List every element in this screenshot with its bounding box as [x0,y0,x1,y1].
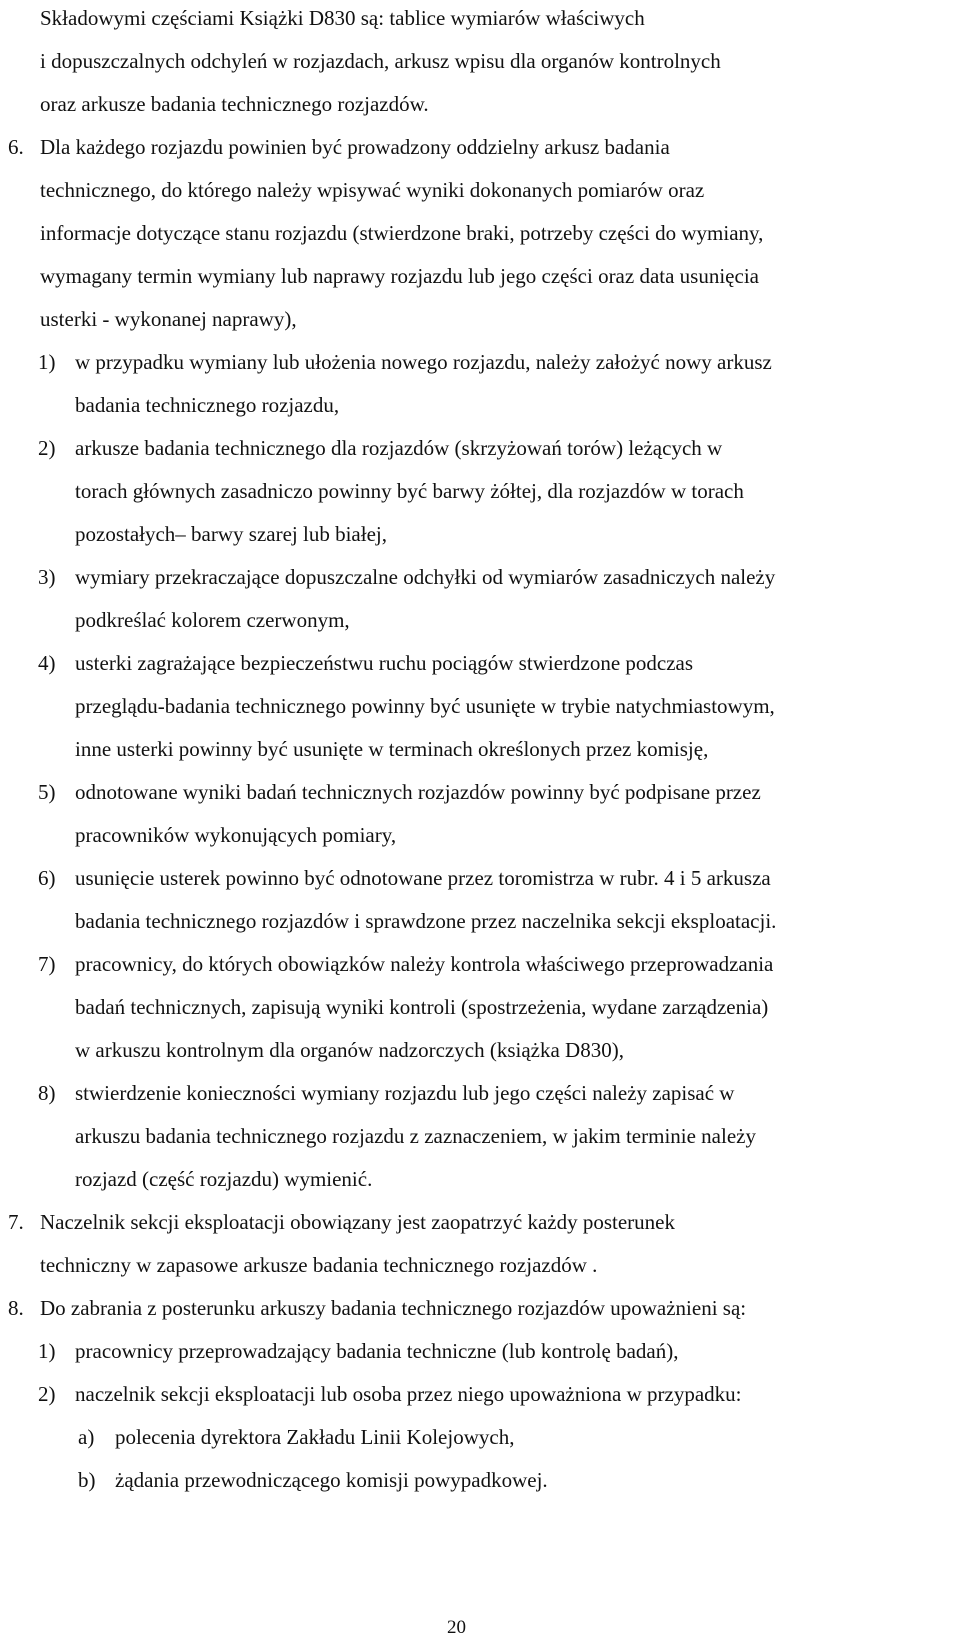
item-line: rozjazd (część rozjazdu) wymienić. [75,1167,373,1191]
item-line: badania technicznego rozjazdów i sprawdzone przez naczelnika sekcji eksploatacji. [75,909,777,933]
item-number: 1) [38,350,56,374]
section-7-line-2: techniczny w zapasowe arkusze badania technicznego rozjazdów . [40,1253,598,1277]
item-number: 8) [38,1081,56,1105]
item-line: badań technicznych, zapisują wyniki kontroli (spostrzeżenia, wydane zarządzenia) [75,995,769,1019]
item-line: pracowników wykonujących pomiary, [75,823,397,847]
intro-line-3: oraz arkusze badania technicznego rozjazdów. [40,92,429,116]
item-number: 3) [38,565,56,589]
item-line: arkuszu badania technicznego rozjazdu z zaznaczeniem, w jakim terminie należy [75,1124,756,1148]
item-line: badania technicznego rozjazdu, [75,393,340,417]
item-number: 5) [38,780,56,804]
intro-line-2: i dopuszczalnych odchyleń w rozjazdach, arkusz wpisu dla organów kontrolnych [40,49,721,73]
intro-line-1: Składowymi częściami Książki D830 są: tablice wymiarów właściwych [40,6,645,30]
item-number: 4) [38,651,56,675]
subitem-text: żądania przewodniczącego komisji powypadkowej. [115,1468,548,1492]
item-line: inne usterki powinny być usunięte w terminach określonych przez komisję, [75,737,709,761]
item-line: pracownicy przeprowadzający badania techniczne (lub kontrolę badań), [75,1339,679,1363]
page-number: 20 [447,1617,466,1638]
item-line: pracownicy, do których obowiązków należy kontrola właściwego przeprowadzania [75,952,774,976]
item-line: odnotowane wyniki badań technicznych rozjazdów powinny być podpisane przez [75,780,761,804]
item-line: pozostałych– barwy szarej lub białej, [75,522,387,546]
item-line: w przypadku wymiany lub ułożenia nowego rozjazdu, należy założyć nowy arkusz [75,350,772,374]
item-line: arkusze badania technicznego dla rozjazdów (skrzyżowań torów) leżących w [75,436,723,460]
item-number: 1) [38,1339,56,1363]
item-line: stwierdzenie konieczności wymiany rozjazdu lub jego części należy zapisać w [75,1081,735,1105]
subitem-letter: b) [78,1468,96,1492]
section-6-line-3: informacje dotyczące stanu rozjazdu (stwierdzone braki, potrzeby części do wymiany, [40,221,764,245]
item-number: 6) [38,866,56,890]
item-line: w arkuszu kontrolnym dla organów nadzorczych (książka D830), [75,1038,624,1062]
item-line: wymiary przekraczające dopuszczalne odchyłki od wymiarów zasadniczych należy [75,565,776,589]
item-number: 7) [38,952,56,976]
subitem-text: polecenia dyrektora Zakładu Linii Kolejowych, [115,1425,515,1449]
item-line: naczelnik sekcji eksploatacji lub osoba przez niego upoważniona w przypadku: [75,1382,742,1406]
section-7-number: 7. [8,1210,24,1234]
item-line: usunięcie usterek powinno być odnotowane przez toromistrza w rubr. 4 i 5 arkusza [75,866,771,890]
section-8-number: 8. [8,1296,24,1320]
section-6-line-1: Dla każdego rozjazdu powinien być prowadzony oddzielny arkusz badania [40,135,670,159]
section-7-line-1: Naczelnik sekcji eksploatacji obowiązany jest zaopatrzyć każdy posterunek [40,1210,675,1234]
section-6-line-5: usterki - wykonanej naprawy), [40,307,297,331]
item-number: 2) [38,436,56,460]
section-6-line-4: wymagany termin wymiany lub naprawy rozjazdu lub jego części oraz data usunięcia [40,264,759,288]
section-6-line-2: technicznego, do którego należy wpisywać wyniki dokonanych pomiarów oraz [40,178,705,202]
item-line: torach głównych zasadniczo powinny być barwy żółtej, dla rozjazdów w torach [75,479,744,503]
item-line: usterki zagrażające bezpieczeństwu ruchu pociągów stwierdzone podczas [75,651,694,675]
item-line: podkreślać kolorem czerwonym, [75,608,350,632]
section-8-line-1: Do zabrania z posterunku arkuszy badania technicznego rozjazdów upoważnieni są: [40,1296,747,1320]
item-line: przeglądu-badania technicznego powinny być usunięte w trybie natychmiastowym, [75,694,775,718]
subitem-letter: a) [78,1425,95,1449]
item-number: 2) [38,1382,56,1406]
section-6-number: 6. [8,135,24,159]
